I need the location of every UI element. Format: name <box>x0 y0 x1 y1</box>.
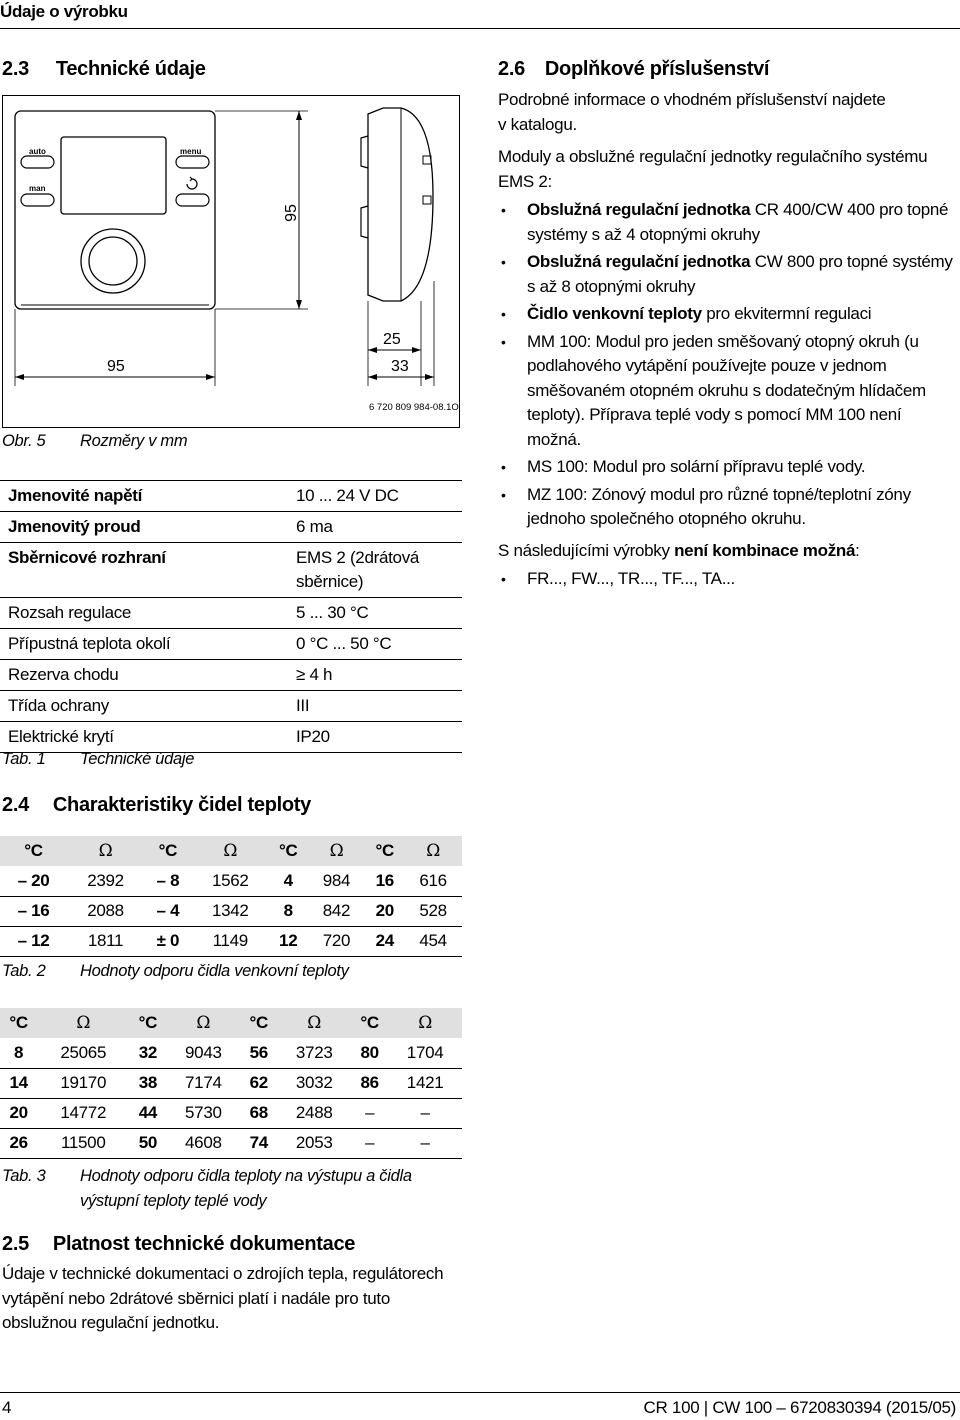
item-bold: Obslužná regulační jednotka <box>527 200 751 219</box>
caption-text: výstupní teploty teplé vody <box>80 1192 267 1210</box>
table-cell: 25065 <box>37 1038 129 1068</box>
table-cell: – 4 <box>144 896 192 926</box>
document-id: CR 100 | CW 100 – 6720830394 (2015/05) <box>643 1398 956 1417</box>
table-cell: 20 <box>0 1098 37 1128</box>
table-cell: 1342 <box>192 896 269 926</box>
table-cell: 32 <box>129 1038 166 1068</box>
table-cell: 16 <box>365 866 404 896</box>
menu-button-label: menu <box>180 147 202 156</box>
caption-text: Rozměry v mm <box>80 432 188 450</box>
auto-button-label: auto <box>29 147 46 156</box>
note-pre: S následujícími výrobky <box>498 541 675 560</box>
list-item <box>498 455 958 480</box>
table-cell: 842 <box>308 896 366 926</box>
spec-key: Jmenovité napětí <box>8 486 143 505</box>
table-cell: 38 <box>129 1068 166 1098</box>
note-bold: není kombinace možná <box>674 541 856 560</box>
section-2-5-body: Údaje v technické dokumentaci o zdrojích tepla, regulátorech vytápění nebo 2drátové sběrnici platí i nadále pro tuto obslužnou regulační jednotku. <box>2 1264 444 1332</box>
spec-value: IP20 <box>296 727 330 746</box>
dimension-figure <box>2 95 460 428</box>
table-cell: 50 <box>129 1128 166 1158</box>
table-cell: 9043 <box>166 1038 240 1068</box>
table-cell: 86 <box>351 1068 388 1098</box>
table-cell: – 16 <box>0 896 67 926</box>
caption-text: Hodnoty odporu čidla teploty na výstupu a čidla <box>80 1167 412 1185</box>
item-text: pro ekvitermní regulaci <box>701 304 872 323</box>
spec-key: Třída ochrany <box>8 696 109 715</box>
column-header: °C <box>240 1008 277 1038</box>
item-text: FR..., FW..., TR..., TF..., TA... <box>527 569 735 588</box>
item-bold: Obslužná regulační jednotka <box>527 252 751 271</box>
caption-label: Tab. 1 <box>2 750 46 768</box>
table-cell: 2392 <box>67 866 144 896</box>
table2-caption <box>2 962 349 981</box>
table-cell: 14 <box>0 1068 37 1098</box>
table-cell: – <box>388 1128 462 1158</box>
section-title: Doplňkové příslušenství <box>544 58 770 80</box>
spec-key: Přípustná teplota okolí <box>8 634 171 653</box>
caption-label: Tab. 2 <box>2 962 46 980</box>
table1-caption <box>2 750 195 769</box>
table-cell: 616 <box>404 866 462 896</box>
table-header-row <box>0 836 462 866</box>
table-row <box>0 598 462 629</box>
no-combination-note <box>498 539 958 564</box>
table-cell: 984 <box>308 866 366 896</box>
table-cell: 74 <box>240 1128 277 1158</box>
table-cell: 3032 <box>277 1068 351 1098</box>
section-2-3-heading <box>2 58 206 81</box>
section-number: 2.4 <box>2 794 29 816</box>
table-cell: – 12 <box>0 926 67 956</box>
figure-caption <box>2 432 188 451</box>
column-header: °C <box>144 836 192 866</box>
table-header-row <box>0 1008 462 1038</box>
spec-value: 0 °C ... 50 °C <box>296 634 392 653</box>
section-2-5-heading <box>2 1233 355 1256</box>
column-header: Ω <box>166 1008 240 1038</box>
dimension-height-label: 95 <box>282 204 300 222</box>
section-number: 2.3 <box>2 58 29 80</box>
table-cell: 8 <box>0 1038 37 1068</box>
column-header: Ω <box>37 1008 129 1038</box>
table-row <box>0 629 462 660</box>
table-cell: 12 <box>269 926 308 956</box>
column-header: Ω <box>277 1008 351 1038</box>
section-2-6-modules-intro: Moduly a obslužné regulační jednotky regulačního systému EMS 2: <box>498 147 928 191</box>
table-row <box>0 543 462 598</box>
section-2-6-heading <box>498 58 769 81</box>
header-divider <box>0 28 960 29</box>
table-cell: 2488 <box>277 1098 351 1128</box>
table-cell: 62 <box>240 1068 277 1098</box>
table-cell: 4608 <box>166 1128 240 1158</box>
list-item <box>498 250 958 299</box>
column-header: Ω <box>404 836 462 866</box>
table-cell: 2088 <box>67 896 144 926</box>
column-header: Ω <box>308 836 366 866</box>
thermostat-drawing <box>3 96 461 429</box>
column-header: °C <box>0 1008 37 1038</box>
table-row <box>0 1038 462 1068</box>
spec-key: Rozsah regulace <box>8 603 132 622</box>
table-row <box>0 512 462 543</box>
table-row <box>0 896 462 926</box>
dimension-depth-33-label: 33 <box>391 358 409 375</box>
table-cell: 1149 <box>192 926 269 956</box>
column-header: °C <box>365 836 404 866</box>
item-text: MM 100: Modul pro jeden směšovaný otopný okruh (u podlahového vytápění používejte pouze v jednom směšovaném otopném okruhu s dodatečným hlídačem teploty). Příprava teplé vody s pomocí MM 100 není možná. <box>527 331 926 449</box>
figure-code: 6 720 809 984-08.1O <box>369 402 459 413</box>
column-header: Ω <box>388 1008 462 1038</box>
flow-dhw-sensor-resistance-table <box>0 1008 462 1159</box>
page-number: 4 <box>2 1398 12 1417</box>
table-row <box>0 866 462 896</box>
table-cell: 7174 <box>166 1068 240 1098</box>
caption-label: Tab. 3 <box>2 1167 46 1185</box>
table-cell: 1421 <box>388 1068 462 1098</box>
section-number: 2.5 <box>2 1233 29 1255</box>
man-button-label: man <box>29 184 46 193</box>
list-item <box>498 483 958 532</box>
section-title: Platnost technické dokumentace <box>52 1233 356 1255</box>
table-cell: – 20 <box>0 866 67 896</box>
table-cell: 24 <box>365 926 404 956</box>
table-cell: ± 0 <box>144 926 192 956</box>
caption-text: Hodnoty odporu čidla venkovní teploty <box>80 962 349 980</box>
table-cell: – <box>351 1128 388 1158</box>
table-row <box>0 691 462 722</box>
table-row <box>0 926 462 956</box>
spec-value: EMS 2 (2drátová sběrnice) <box>296 548 420 591</box>
column-header: °C <box>0 836 67 866</box>
column-header: °C <box>129 1008 166 1038</box>
table-row <box>0 722 462 753</box>
section-title: Charakteristiky čidel teploty <box>52 794 311 816</box>
table-row <box>0 660 462 691</box>
table-cell: 720 <box>308 926 366 956</box>
table-cell: 56 <box>240 1038 277 1068</box>
table-cell: 5730 <box>166 1098 240 1128</box>
spec-key: Elektrické krytí <box>8 727 114 746</box>
list-item <box>498 198 958 247</box>
spec-key: Jmenovitý proud <box>8 517 141 536</box>
table-cell: 44 <box>129 1098 166 1128</box>
section-number: 2.6 <box>498 58 525 80</box>
caption-text: Technické údaje <box>80 750 195 768</box>
spec-key: Rezerva chodu <box>8 665 119 684</box>
table-row <box>0 1098 462 1128</box>
item-text: MZ 100: Zónový modul pro různé topné/teplotní zóny jednoho společného otopného okruhu. <box>527 484 911 528</box>
table-cell: 2053 <box>277 1128 351 1158</box>
technical-data-table <box>0 480 462 753</box>
caption-label: Obr. 5 <box>2 432 46 450</box>
column-header: Ω <box>67 836 144 866</box>
footer-divider <box>0 1392 960 1393</box>
column-header: °C <box>351 1008 388 1038</box>
list-item <box>498 567 958 592</box>
dimension-depth-25-label: 25 <box>383 331 401 348</box>
section-title: Technické údaje <box>55 58 206 80</box>
table-cell: 8 <box>269 896 308 926</box>
table-cell: 14772 <box>37 1098 129 1128</box>
table-cell: 20 <box>365 896 404 926</box>
table-cell: – <box>351 1098 388 1128</box>
spec-value: ≥ 4 h <box>296 665 333 684</box>
spec-value: 10 ... 24 V DC <box>296 486 399 505</box>
table-cell: 454 <box>404 926 462 956</box>
table-cell: 528 <box>404 896 462 926</box>
table-cell: 19170 <box>37 1068 129 1098</box>
table-cell: 3723 <box>277 1038 351 1068</box>
dimension-width-label: 95 <box>107 358 125 375</box>
spec-key: Sběrnicové rozhraní <box>8 548 166 567</box>
no-combination-list <box>498 567 958 595</box>
table-row <box>0 1068 462 1098</box>
table-cell: 80 <box>351 1038 388 1068</box>
item-text: CW 800 pro topné systémy s až 8 otopnými okruhy <box>527 252 953 296</box>
list-item <box>498 330 958 453</box>
table-cell: – <box>388 1098 462 1128</box>
item-bold: Čidlo venkovní teploty <box>527 304 702 323</box>
spec-value: III <box>296 696 310 715</box>
item-text: CR 400/CW 400 pro topné systémy s až 4 otopnými okruhy <box>527 200 949 244</box>
table-cell: 68 <box>240 1098 277 1128</box>
column-header: Ω <box>192 836 269 866</box>
spec-value: 5 ... 30 °C <box>296 603 369 622</box>
column-header: °C <box>269 836 308 866</box>
section-2-6-intro: Podrobné informace o vhodném příslušenství najdete v katalogu. <box>498 90 886 134</box>
section-2-4-heading <box>2 794 311 817</box>
table-cell: 26 <box>0 1128 37 1158</box>
page-header-title: Údaje o výrobku <box>0 2 128 21</box>
table-cell: – 8 <box>144 866 192 896</box>
table-cell: 11500 <box>37 1128 129 1158</box>
item-text: MS 100: Modul pro solární přípravu teplé vody. <box>527 457 866 476</box>
table-cell: 1811 <box>67 926 144 956</box>
note-post: : <box>855 541 860 560</box>
table-cell: 1562 <box>192 866 269 896</box>
table-cell: 1704 <box>388 1038 462 1068</box>
outdoor-sensor-resistance-table <box>0 836 462 957</box>
spec-value: 6 ma <box>296 517 333 536</box>
table3-caption <box>2 1164 412 1210</box>
list-item <box>498 302 958 327</box>
table-cell: 4 <box>269 866 308 896</box>
table-row <box>0 1128 462 1158</box>
table-row <box>0 481 462 512</box>
accessories-list <box>498 198 958 535</box>
